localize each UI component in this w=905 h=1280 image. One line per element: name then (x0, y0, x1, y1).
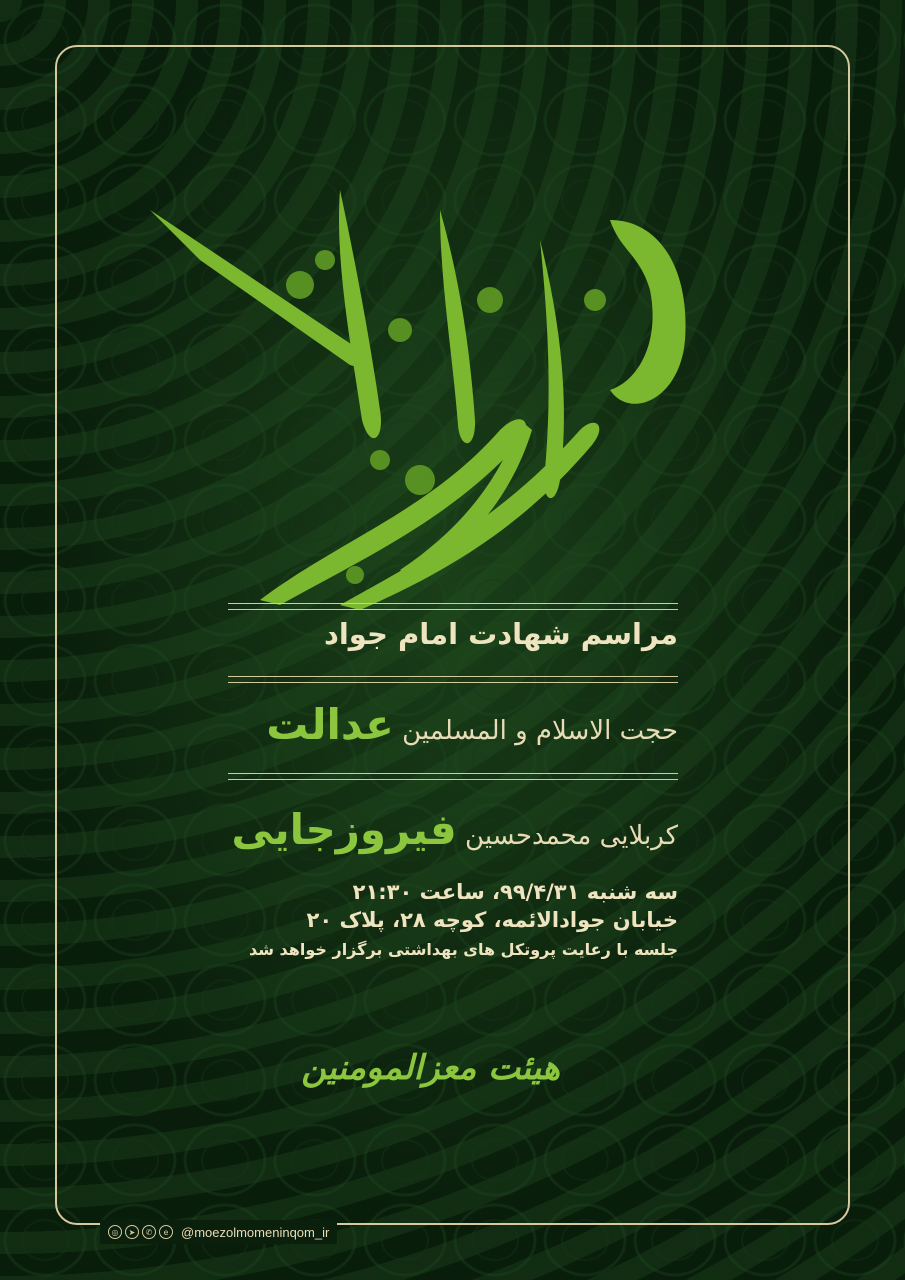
organizer-logo: هیئت معزالمومنین (301, 1048, 560, 1088)
social-handle[interactable]: @moezolmomeninqom_ir (181, 1224, 330, 1240)
whatsapp-icon[interactable]: ✆ (142, 1225, 156, 1239)
social-footer (100, 1220, 337, 1244)
date-time: سه شنبه ۹۹/۴/۳۱، ساعت ۲۱:۳۰ (352, 880, 678, 904)
speaker-name: عدالت (266, 700, 394, 749)
speaker-line (266, 700, 678, 749)
reciter-line (231, 805, 678, 854)
telegram-icon[interactable]: ➤ (125, 1225, 139, 1239)
instagram-icon[interactable]: ◎ (108, 1225, 122, 1239)
reciter-name: فیروزجایی (231, 805, 457, 854)
speaker-title: حجت الاسلام و المسلمین (402, 716, 678, 746)
health-note: جلسه با رعایت پروتکل های بهداشتی برگزار خواهد شد (248, 940, 678, 959)
divider-top (228, 603, 678, 610)
divider-2 (228, 773, 678, 780)
reciter-title: کربلایی محمدحسین (465, 821, 678, 851)
eitaa-icon[interactable]: e (159, 1225, 173, 1239)
divider-1 (228, 676, 678, 683)
ceremony-title: مراسم شهادت امام جواد (323, 617, 678, 651)
calligraphy-logo (140, 180, 700, 610)
address: خیابان جوادالائمه، کوچه ۲۸، پلاک ۲۰ (306, 908, 678, 932)
